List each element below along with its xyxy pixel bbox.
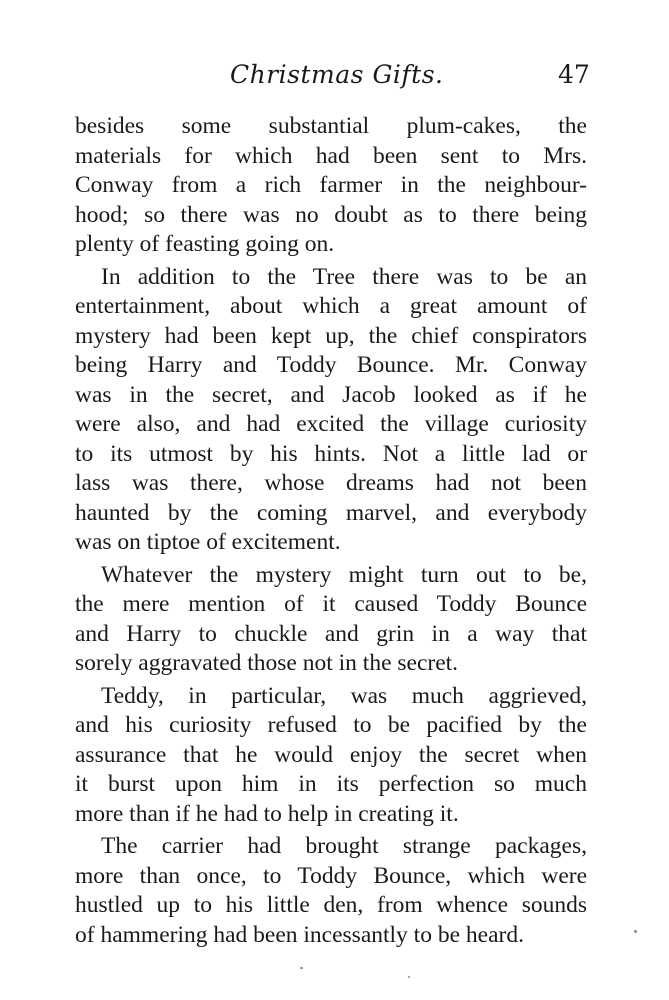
text-line: Conway from a rich farmer in the neighbour- — [75, 172, 587, 198]
text-line: assurance that he would enjoy the secret when — [75, 741, 587, 768]
text-line: it burst upon him in its perfection so much — [75, 771, 587, 797]
scan-speck — [634, 930, 637, 933]
paragraph — [75, 263, 587, 558]
text-line: were also, and had excited the village curiosity — [75, 411, 587, 437]
body-text — [75, 112, 587, 950]
text-line: hustled up to his little den, from whence sounds — [75, 892, 587, 918]
running-title: Christmas Gifts. — [230, 60, 444, 89]
paragraph — [75, 561, 587, 679]
paragraph — [75, 832, 587, 950]
text-line: hood; so there was no doubt as to there being — [75, 201, 587, 228]
running-head — [0, 60, 669, 100]
paragraph — [75, 682, 587, 830]
text-line: haunted by the coming marvel, and everybody — [75, 499, 587, 526]
text-line: was in the secret, and Jacob looked as if he — [75, 381, 587, 408]
text-line: lass was there, whose dreams had not been — [75, 470, 587, 496]
text-line: and Harry to chuckle and grin in a way that — [75, 620, 587, 647]
text-line: Whatever the mystery might turn out to be, — [101, 561, 587, 588]
scan-speck — [408, 976, 410, 978]
text-line: was on tiptoe of excitement. — [75, 529, 341, 555]
text-line: being Harry and Toddy Bounce. Mr. Conway — [75, 352, 587, 378]
text-line: to its utmost by his hints. Not a little lad or — [75, 440, 587, 467]
text-line: more than if he had to help in creating it. — [75, 800, 459, 827]
text-line: The carrier had brought strange packages, — [101, 833, 587, 859]
text-line: more than once, to Toddy Bounce, which were — [75, 862, 587, 889]
text-line: and his curiosity refused to be pacified by the — [75, 712, 587, 738]
text-line: besides some substantial plum-cakes, the — [75, 113, 587, 139]
page-number: 47 — [558, 60, 590, 89]
text-line: In addition to the Tree there was to be an — [101, 263, 587, 290]
text-line: mystery had been kept up, the chief conspirators — [75, 322, 587, 349]
text-line: sorely aggravated those not in the secret. — [75, 650, 459, 676]
scan-speck — [300, 967, 303, 969]
text-line: Teddy, in particular, was much aggrieved, — [101, 682, 587, 709]
paragraph — [75, 112, 587, 260]
text-line: of hammering had been incessantly to be heard. — [75, 921, 524, 948]
text-line: entertainment, about which a great amount of — [75, 293, 587, 319]
text-line: the mere mention of it caused Toddy Bounce — [75, 591, 587, 617]
text-line: plenty of feasting going on. — [75, 231, 335, 257]
text-line: materials for which had been sent to Mrs. — [75, 142, 587, 169]
